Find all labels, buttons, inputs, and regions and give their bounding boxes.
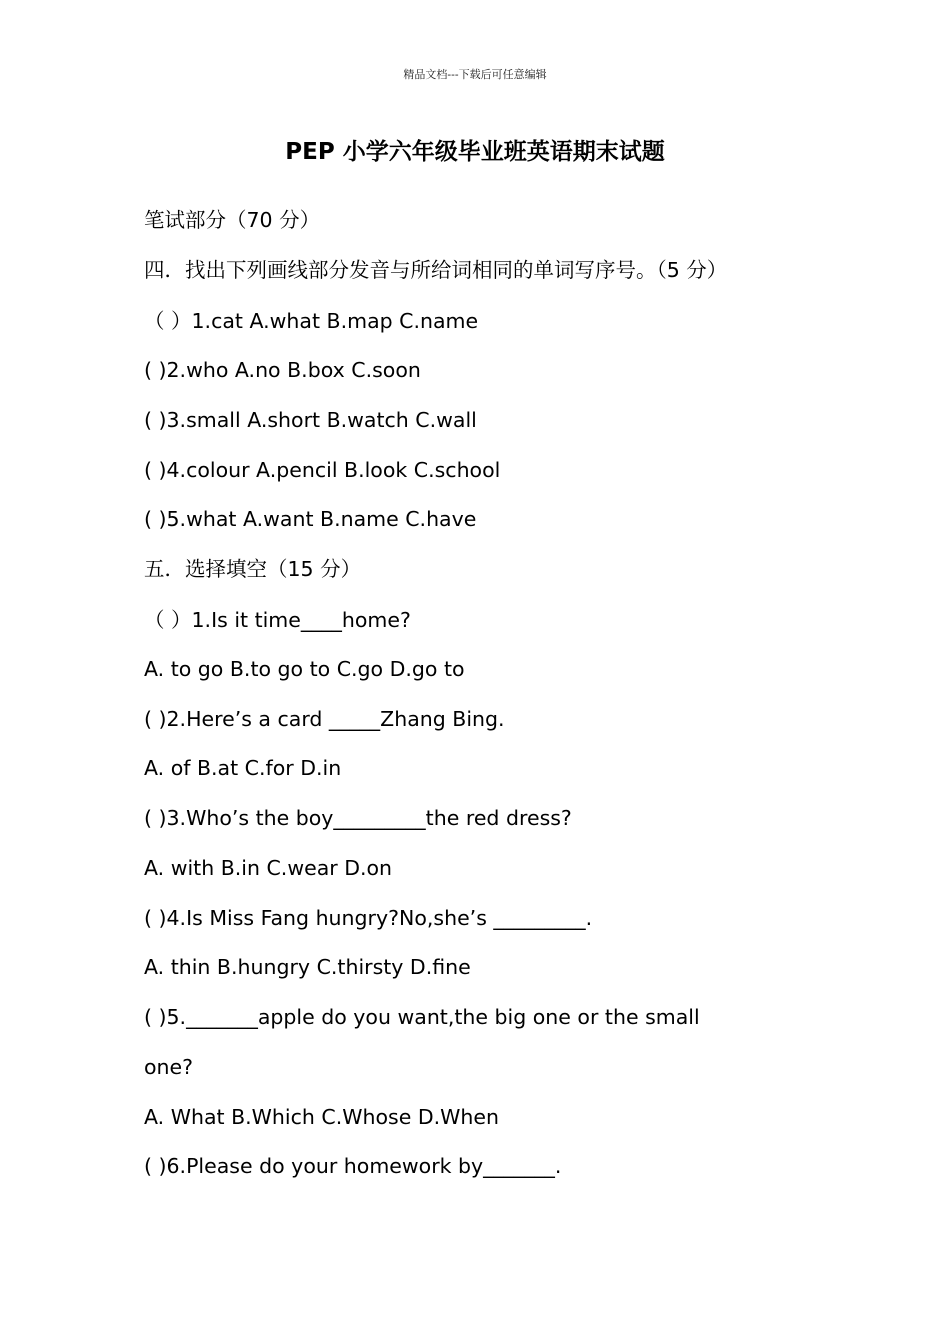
question-line: ( )2.who A.no B.box C.soon bbox=[144, 358, 421, 382]
document-title: PEP 小学六年级毕业班英语期末试题 bbox=[285, 139, 665, 165]
question-line: ( )5.what A.want B.name C.have bbox=[144, 507, 477, 531]
section-written-part: 笔试部分（70 分） bbox=[144, 208, 321, 232]
question-line: （ ）1.cat A.what B.map C.name bbox=[144, 309, 479, 333]
section-five-heading: 五．选择填空（15 分） bbox=[144, 557, 362, 581]
answer-options: A. of B.at C.for D.in bbox=[144, 756, 342, 780]
question-line-continued: one? bbox=[144, 1055, 194, 1079]
answer-options: A. What B.Which C.Whose D.When bbox=[144, 1105, 500, 1129]
page-header: 精品文档---下载后可任意编辑 bbox=[403, 68, 547, 81]
answer-options: A. thin B.hungry C.thirsty D.fine bbox=[144, 955, 471, 979]
answer-options: A. to go B.to go to C.go D.go to bbox=[144, 657, 465, 681]
question-line: ( )6.Please do your homework by_______. bbox=[144, 1154, 562, 1178]
question-line: ( )3.Who’s the boy_________the red dress? bbox=[144, 806, 572, 830]
question-line: ( )5._______apple do you want,the big one or the small bbox=[144, 1005, 700, 1029]
question-line: ( )3.small A.short B.watch C.wall bbox=[144, 408, 477, 432]
question-line: ( )2.Here’s a card _____Zhang Bing. bbox=[144, 707, 505, 731]
section-four-heading: 四．找出下列画线部分发音与所给词相同的单词写序号。（5 分） bbox=[144, 258, 728, 282]
answer-options: A. with B.in C.wear D.on bbox=[144, 856, 393, 880]
question-line: ( )4.Is Miss Fang hungry?No,she’s _________. bbox=[144, 906, 593, 930]
question-line: （ ）1.Is it time____home? bbox=[144, 608, 411, 632]
question-line: ( )4.colour A.pencil B.look C.school bbox=[144, 458, 501, 482]
